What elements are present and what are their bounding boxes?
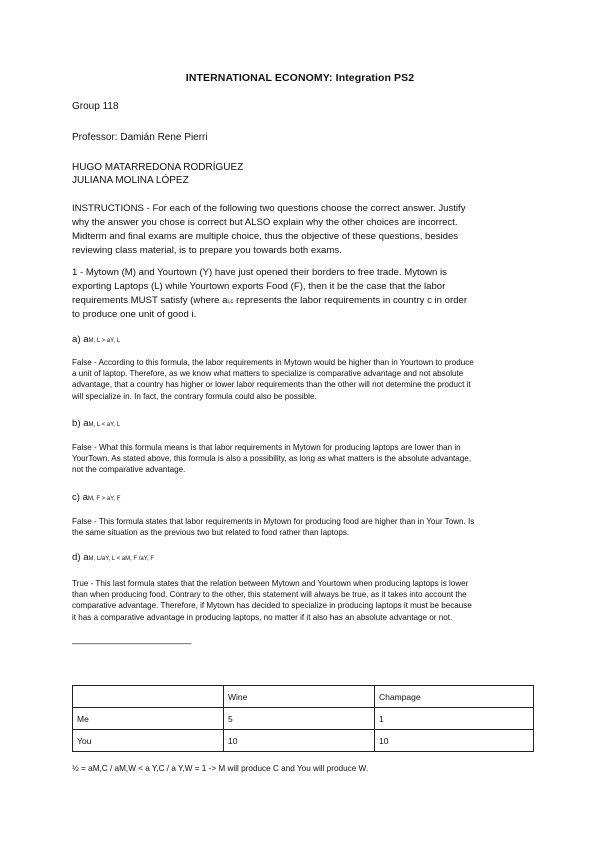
option-a-label — [72, 334, 120, 345]
section-divider: —————————————— — [72, 638, 191, 648]
option-b-answer — [72, 442, 532, 476]
answer-line: than when producing food. Contrary to the other, this statement will always be true, as it takes into account the — [72, 590, 467, 600]
answer-line: False - What this formula means is that labor requirements in Mytown for producing laptops are lower than in — [72, 443, 461, 452]
table-header-cell: Champage — [375, 686, 534, 708]
subscript: Y, L — [110, 338, 121, 344]
table-row — [73, 730, 534, 752]
table-row — [73, 708, 534, 730]
instructions-line: Midterm and final exams are multiple choice, thus the objective of these questions, besides — [72, 231, 459, 242]
question-paragraph — [72, 266, 532, 322]
subscript: Y, L < a — [105, 556, 126, 562]
answer-line: True - This last formula states that the relation between Mytown and Yourtown when producing laptops is lower — [72, 579, 469, 588]
group-label: Group 118 — [72, 101, 119, 112]
table-header-row — [73, 686, 534, 708]
table-cell: 10 — [224, 730, 375, 752]
option-label: d) a — [72, 552, 89, 563]
instructions-line: reviewing class material, is to prepare you towards both exams. — [72, 245, 342, 256]
table-cell: Me — [73, 708, 224, 730]
table-header-cell — [73, 686, 224, 708]
subscript: M, L/a — [88, 556, 106, 562]
option-d-label — [72, 552, 154, 563]
subscript: M, F /a — [125, 556, 144, 562]
option-c-answer — [72, 516, 532, 538]
author-name: HUGO MATARREDONA RODRÍGUEZ — [72, 162, 244, 173]
subscript: Y, L — [110, 422, 121, 428]
question-line — [72, 294, 532, 308]
table-cell: You — [73, 730, 224, 752]
subscript: M, L < a — [88, 422, 111, 428]
answer-line: False - This formula states that labor requirements in Mytown for producing food are higher than in Your Town. Is — [72, 517, 475, 526]
subscript: i,c — [227, 299, 234, 305]
option-label: a) a — [72, 334, 89, 345]
subscript: M, F > a — [88, 496, 111, 502]
answer-line: YourTown. As stated above, this formula is also a possibility, as long as what matters is the absolute advantage, — [72, 454, 472, 464]
instructions-line: why the answer you chose is correct but ALSO explain why the other choices are incorrect. — [72, 217, 458, 228]
question-line: 1 - Mytown (M) and Yourtown (Y) have just opened their borders to free trade. Mytown is — [72, 267, 447, 278]
table-header-cell: Wine — [224, 686, 375, 708]
instructions-line: INSTRUCTIONS - For each of the following two questions choose the correct answer. Justify — [72, 203, 466, 214]
question-text: requirements MUST satisfy (where a — [72, 295, 228, 306]
option-label: c) a — [72, 492, 88, 503]
table-cell: 1 — [375, 708, 534, 730]
answer-line: comparative advantage. Therefore, if Mytown has decided to specialize in producing laptops it must be because — [72, 601, 472, 611]
answer-line: it has a comparative advantage in producing laptops, no matter if it also has an absolute advantage or not. — [72, 612, 453, 622]
subscript: Y, F — [143, 556, 154, 562]
question-line: to produce one unit of good i. — [72, 309, 197, 320]
option-a-answer — [72, 357, 532, 402]
question-text: represents the labor requirements in country c in order — [233, 295, 468, 306]
author-name: JULIANA MOLINA LÓPEZ — [72, 175, 189, 186]
option-b-label — [72, 418, 120, 429]
subscript: M, L > a — [88, 338, 111, 344]
option-label: b) a — [72, 418, 89, 429]
answer-line: the same situation as the previous two but related to food rather than laptops. — [72, 528, 350, 538]
answer-line: advantage, that a country has higher or lower labor requirements than the other will not determine the product it — [72, 380, 471, 390]
answer-line: not the comparative advantage. — [72, 465, 186, 475]
table-cell: 10 — [375, 730, 534, 752]
document-title: INTERNATIONAL ECONOMY: Integration PS2 — [185, 72, 415, 84]
option-c-label — [72, 492, 120, 503]
conclusion-text: ½ = aM,C / aM,W < a Y,C / a Y,W = 1 -> M will produce C and You will produce W. — [72, 764, 369, 773]
subscript: Y, F — [110, 496, 121, 502]
answer-line: False - According to this formula, the labor requirements in Mytown would be higher than in Yourtown to produce — [72, 358, 474, 367]
question-line: exporting Laptops (L) while Yourtown exports Food (F), then it be the case that the labor — [72, 281, 446, 292]
professor-label: Professor: Damián Rene Pierri — [72, 132, 208, 143]
instructions-paragraph — [72, 202, 532, 258]
wine-champagne-table — [72, 685, 534, 752]
answer-line: will specialize in. In fact, the contrary formula could also be possible. — [72, 391, 317, 401]
option-d-answer — [72, 578, 532, 623]
answer-line: a unit of laptop. Therefore, as we know what matters to specialize is comparative advantage and not absolute — [72, 369, 464, 379]
table-cell: 5 — [224, 708, 375, 730]
